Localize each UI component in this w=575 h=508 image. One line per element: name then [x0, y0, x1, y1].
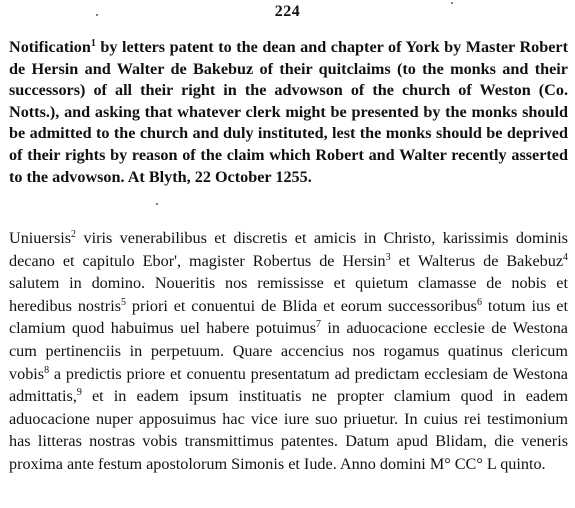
latin-text-5: priori et conuentui de Blida et eorum successoribus [126, 296, 477, 315]
latin-text-4: salutem in domino. Noueritis nos remississe et quietum clamasse de nobis et heredibus nostris [9, 274, 568, 315]
scan-speck [96, 14, 98, 16]
latin-text-8: a predictis priore et conuentu presentatum ad predictam ecclesiam de Westona admittatis, [9, 364, 568, 406]
latin-text-3: et Walterus de Bakebuz [390, 251, 563, 270]
footnote-ref-5: 5 [121, 296, 126, 308]
scan-speck [451, 2, 453, 4]
footnote-ref-4: 4 [563, 251, 568, 263]
summary-paragraph [9, 37, 568, 188]
scan-speck [156, 203, 158, 205]
footnote-ref-7: 7 [316, 319, 322, 331]
summary-text-2: by letters patent to the dean and chapter of York by Master Robert de Hersin and Walter de Bakebuz of their quitclaims (to the monks and their successors) of all their right in the advowson of the church of Weston (Co. Notts.), and asking that whatever clerk might be presented by the monks should be admitted to the church and duly instituted, lest the monks should be deprived of their rights by reason of the claim which Robert and Walter recently asserted to the advowson. At Blyth, 22 October 1255. [9, 38, 568, 186]
footnote-ref-3: 3 [385, 251, 391, 263]
page-number: 224 [274, 3, 301, 20]
footnote-ref-1: 1 [90, 38, 96, 49]
latin-text-paragraph [9, 227, 568, 476]
footnote-ref-2: 2 [71, 229, 77, 240]
footnote-ref-9: 9 [76, 387, 82, 399]
latin-text-9: et in eadem ipsum instituatis ne propter clamium quod in eadem aduocacione nuper apposuimus hac vice iure suo priuetur. In cuius rei testimonium has litteras nostras vobis transmittimus patentes. Datum apud Blidam, die veneris proxima ante festum apostolorum Simonis et Iude. Anno domini M° CC° L quinto. [9, 387, 568, 473]
latin-text-7: in aduocacione ecclesie de Westona cum pertinenciis in perpetuum. Quare accencius nos rogamus quatinus clericum vobis [9, 319, 568, 383]
summary-text-1: Notification [9, 38, 91, 56]
footnote-ref-8: 8 [44, 364, 50, 376]
latin-text-1: Uniuersis [9, 229, 72, 247]
latin-text-2: viris venerabilibus et discretis et amicis in Christo, karissimis dominis decano et capitulo Ebor', magister Robertus de Hersin [9, 229, 568, 270]
footnote-ref-6: 6 [476, 296, 482, 308]
latin-text-6: totum ius et clamium quod habuimus uel habere potuimus [9, 296, 568, 338]
